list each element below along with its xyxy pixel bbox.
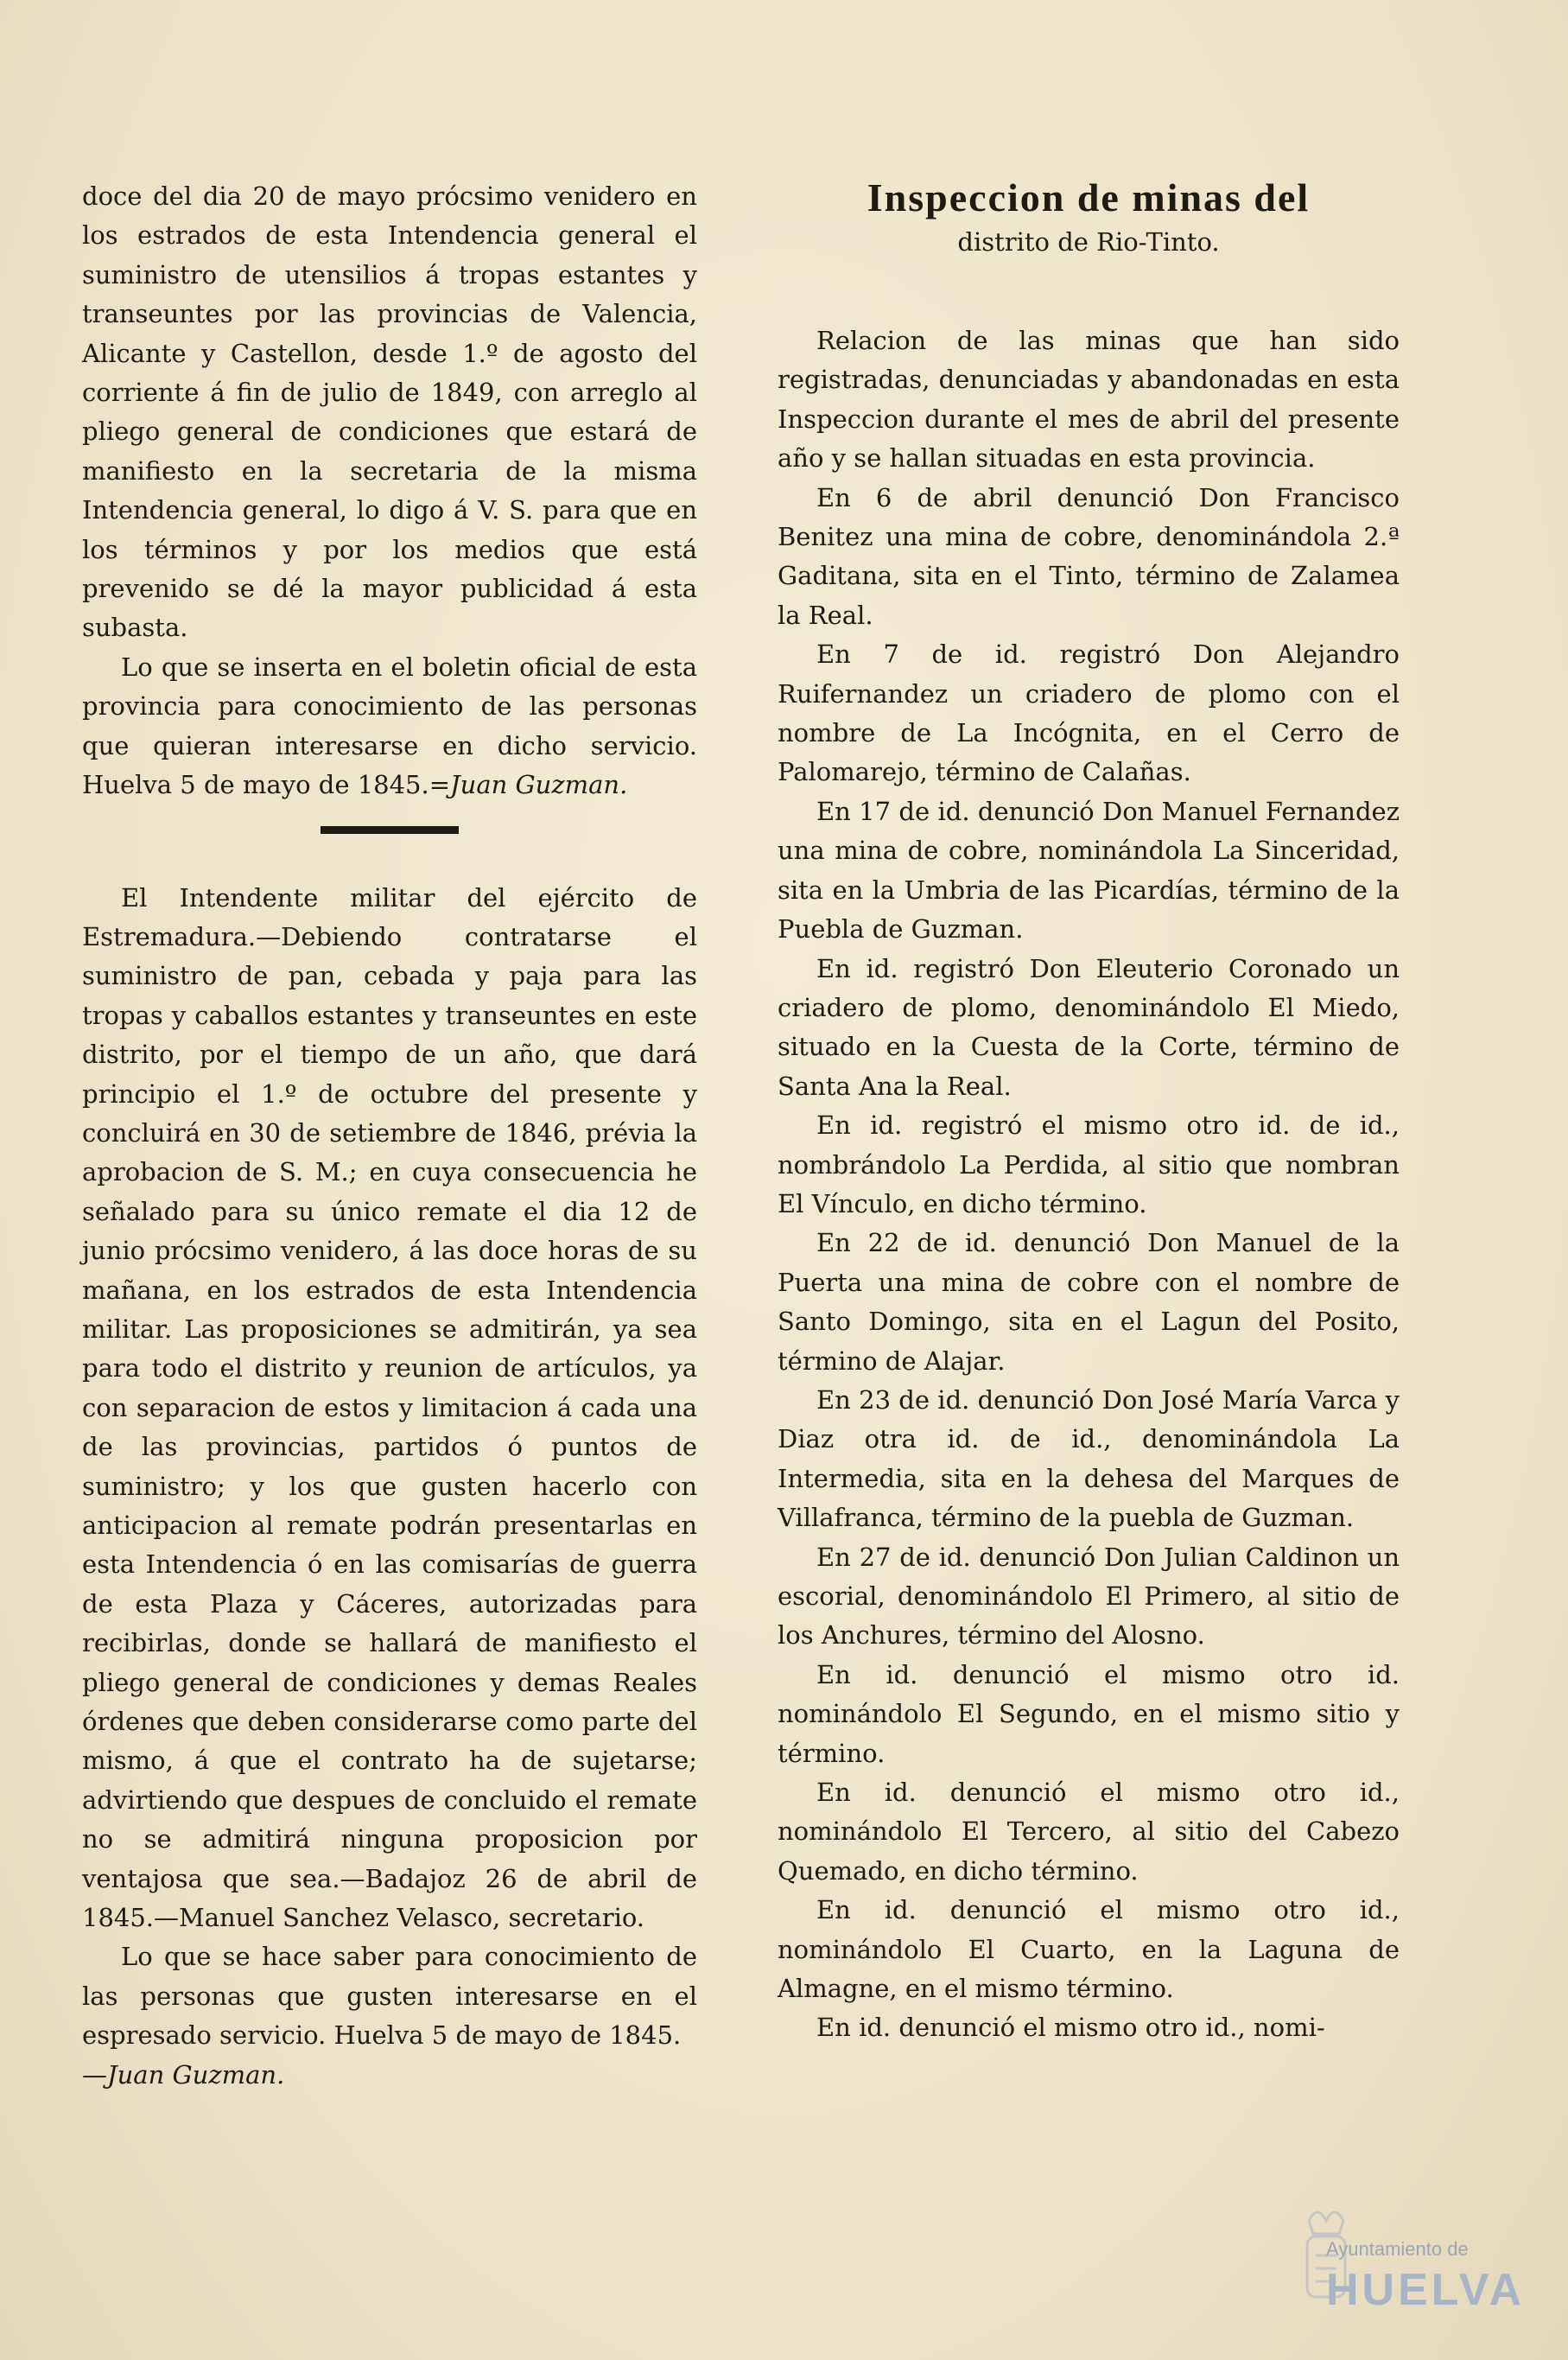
paragraph: El Intendente militar del ejército de Estremadura.—Debiendo contratarse el suministro de pan, cebada y paja para las tropas y caballos estantes y transeuntes en este distrito, por el tiempo de un año, que dará principio el 1.º de octubre del presente y concluirá en 30 de setiembre de 1846, prévia la aprobacion de S. M.; en cuya consecuencia he señalado para su único remate el dia 12 de junio prócsimo venidero, á las doce horas de su mañana, en los estrados de esta Intendencia militar. Las proposiciones se admitirán, ya sea para todo el distrito y reunion de artículos, ya con separacion de estos y limitacion á cada una de las provincias, partidos ó puntos de suministro; y los que gusten hacerlo con anticipacion al remate podrán presentarlas en esta Intendencia ó en las comisarías de guerra de esta Plaza y Cáceres, autorizadas para recibirlas, donde se hallará de manifiesto el pliego general de condiciones y demas Reales órdenes que deben considerarse como parte del mismo, á que el contrato ha de sujetarse; advirtiendo que despues de concluido el remate no se admitirá ninguna proposicion por ventajosa que sea.—Badajoz 26 de abril de 1845.—Manuel Sanchez Velasco, secretario. [82, 882, 697, 1933]
paragraph: En id. denunció el mismo otro id., nominándolo El Tercero, al sitio del Cabezo Quemado, en dicho término. [778, 1778, 1400, 1886]
paragraph: En id. denunció el mismo otro id., nominándolo El Cuarto, en la Laguna de Almagne, en el mismo término. [778, 1895, 1400, 2004]
paragraph: En id. registró el mismo otro id. de id., nombrándolo La Perdida, al sitio que nombran El Vínculo, en dicho término. [778, 1110, 1400, 1218]
watermark-caption: Ayuntamiento de [1326, 2238, 1469, 2260]
paragraph: Lo que se hace saber para conocimiento de las personas que gusten interesarse en el espresado servicio. Huelva 5 de mayo de 1845. [82, 1942, 697, 2051]
paragraph [82, 2056, 697, 2095]
right-column [778, 173, 1400, 2048]
heading-title: Inspeccion de minas del [867, 175, 1311, 219]
paragraph: En 22 de id. denunció Don Manuel de la Puerta una mina de cobre con el nombre de Santo Domingo, sita en el Lagun del Posito, término de Alajar. [778, 1228, 1400, 1376]
paragraph: Relacion de las minas que han sido registradas, denunciadas y abandonadas en esta Inspeccion durante el mes de abril del presente año y se hallan situadas en esta provincia. [778, 326, 1400, 474]
left-column [82, 177, 697, 2095]
section-divider [321, 826, 459, 834]
paragraph: En id. denunció el mismo otro id. nominándolo El Segundo, en el mismo sitio y término. [778, 1659, 1400, 1768]
paragraph: En 17 de id. denunció Don Manuel Fernandez una mina de cobre, nominándola La Sinceridad, sita en la Umbria de las Picardías, término de la Puebla de Guzman. [778, 796, 1400, 945]
signature: Juan Guzman. [450, 770, 628, 800]
paragraph: En id. denunció el mismo otro id., nomi- [816, 2013, 1325, 2043]
paragraph: En 27 de id. denunció Don Julian Caldinon un escorial, denominándolo El Primero, al sitio de los Anchures, término del Alosno. [778, 1542, 1400, 1651]
paragraph: doce del dia 20 de mayo prócsimo venidero en los estrados de esta Intendencia general el suministro de utensilios á tropas estantes y transeuntes por las provincias de Valencia, Alicante y Castellon, desde 1.º de agosto del corriente á fin de julio de 1849, con arreglo al pliego general de condiciones que estará de manifiesto en la secretaria de la misma Intendencia general, lo digo á V. S. para que en los términos y por los medios que está prevenido se dé la mayor publicidad á esta subasta. [82, 181, 697, 643]
paragraph: En 6 de abril denunció Don Francisco Benitez una mina de cobre, denominándola 2.ª Gaditana, sita en el Tinto, término de Zalamea la Real. [778, 482, 1400, 630]
watermark-logo-text: HUELVA [1326, 2265, 1526, 2315]
paragraph: En 7 de id. registró Don Alejandro Ruifernandez un criadero de plomo con el nombre de La Incógnita, en el Cerro de Palomarejo, término de Calañas. [778, 639, 1400, 787]
paragraph-text: Lo que se inserta en el boletin oficial de esta provincia para conocimiento de las personas que quieran interesarse en dicho servicio. Huelva 5 de mayo de 1845.= [82, 652, 697, 800]
section-heading [778, 173, 1400, 261]
paragraph: En 23 de id. denunció Don José María Varca y Diaz otra id. de id., denominándola La Intermedia, sita en la dehesa del Marques de Villafranca, término de la puebla de Guzman. [778, 1384, 1400, 1533]
heading-subtitle: distrito de Rio-Tinto. [957, 227, 1220, 257]
paragraph: En id. registró Don Eleuterio Coronado un criadero de plomo, denominándolo El Miedo, situado en la Cuesta de la Corte, término de Santa Ana la Real. [778, 953, 1400, 1101]
signature: —Juan Guzman. [82, 2059, 285, 2090]
paragraph [82, 648, 697, 805]
